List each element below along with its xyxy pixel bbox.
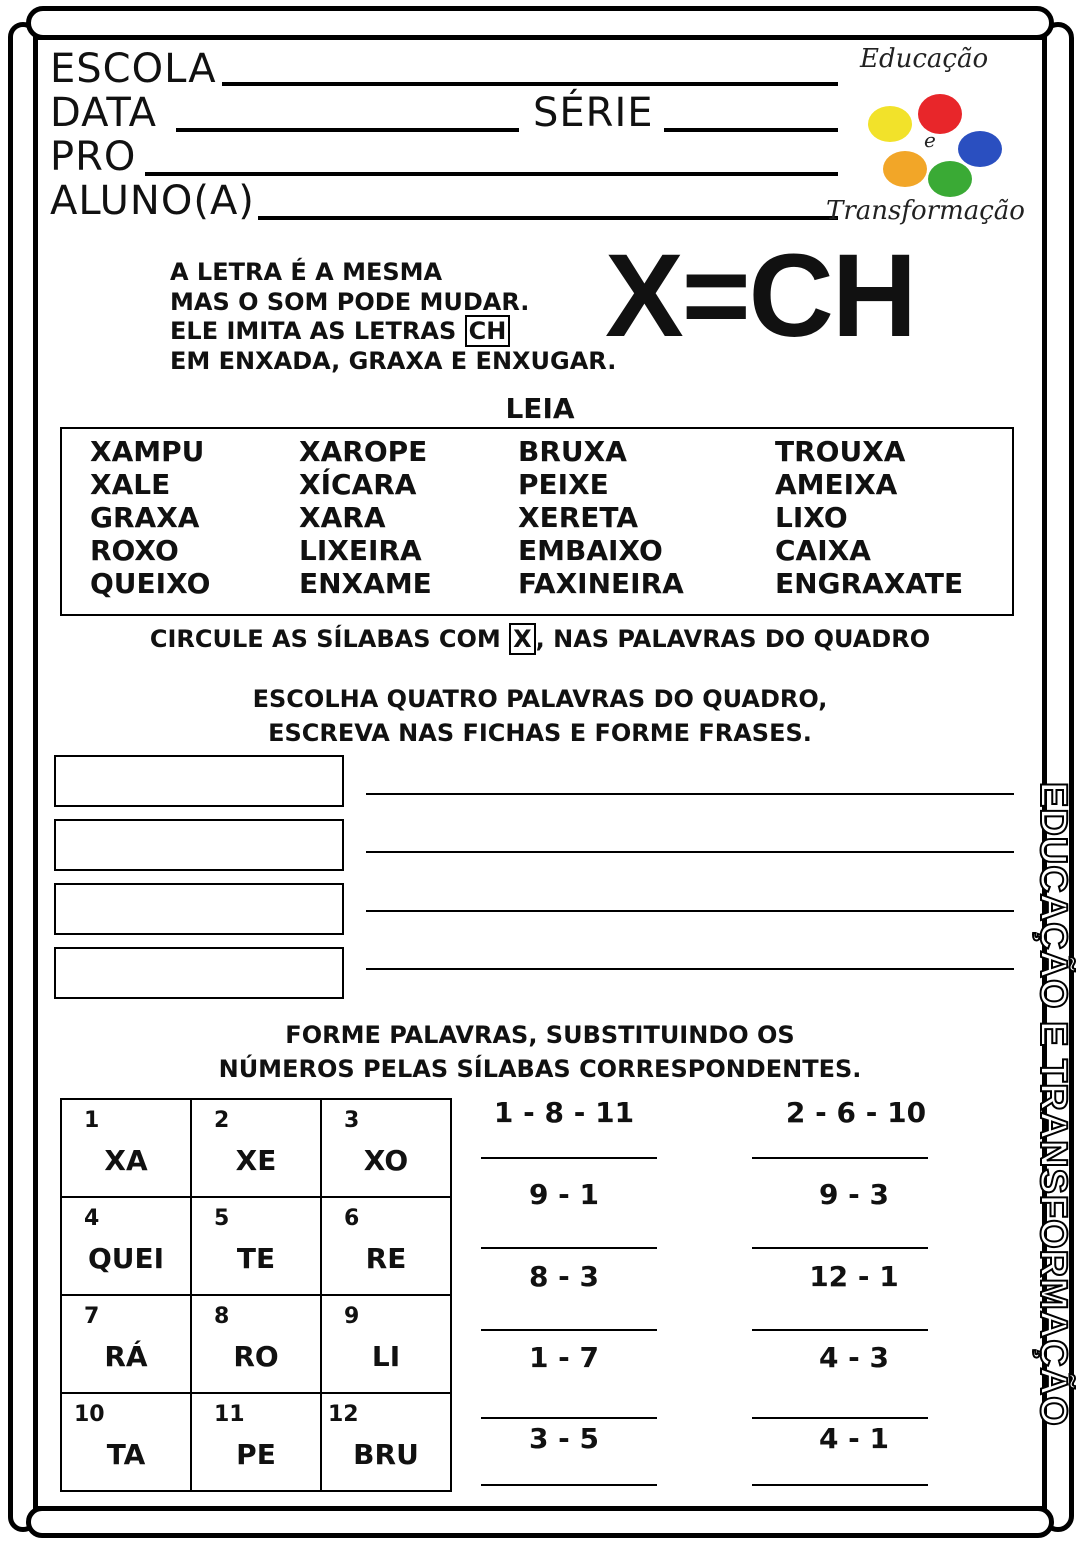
escolha-instruction — [40, 682, 1040, 750]
word-card[interactable] — [54, 755, 344, 807]
syllable-number: 10 — [74, 1402, 105, 1427]
side-watermark: EDUCAÇÃO E TRANSFORMAÇÃO — [1032, 782, 1074, 1427]
leia-heading: LEIA — [505, 392, 575, 425]
word: XÍCARA — [299, 468, 417, 501]
word: FAXINEIRA — [518, 567, 684, 600]
syllable-number: 7 — [84, 1304, 100, 1329]
label-data: DATA — [50, 90, 158, 136]
sentence-line[interactable] — [366, 851, 1014, 853]
syllable-number: 4 — [84, 1206, 100, 1231]
word-card[interactable] — [54, 883, 344, 935]
word: TROUXA — [775, 435, 906, 468]
syllable-cell — [321, 1197, 451, 1295]
word-column — [518, 435, 684, 600]
circle-instruction — [40, 625, 1040, 653]
word: XERETA — [518, 501, 638, 534]
syllable: PE — [236, 1438, 276, 1471]
word: LIXEIRA — [299, 534, 422, 567]
instruction-line: ESCREVA NAS FICHAS E FORME FRASES. — [268, 719, 812, 747]
answer-line[interactable] — [481, 1157, 657, 1159]
word-card[interactable] — [54, 947, 344, 999]
x-box: X — [509, 623, 536, 655]
frame-top — [26, 6, 1054, 40]
syllable: XA — [104, 1144, 148, 1177]
word: XALE — [90, 468, 171, 501]
intro-line-text: ELE IMITA AS LETRAS — [170, 317, 457, 345]
sentence-line[interactable] — [366, 968, 1014, 970]
word-box — [60, 427, 1014, 616]
logo-text-bottom: Transformação — [826, 196, 1025, 226]
exercise-code: 4 - 3 — [818, 1341, 890, 1374]
word-column — [90, 435, 210, 600]
intro-text — [170, 258, 616, 376]
logo-text-e: e — [924, 128, 936, 152]
syllable-number: 8 — [214, 1304, 230, 1329]
exercise-code: 1 - 8 - 11 — [493, 1096, 635, 1129]
exercise-code: 8 - 3 — [528, 1260, 600, 1293]
word: ENXAME — [299, 567, 432, 600]
syllable-cell — [321, 1099, 451, 1197]
forme-instruction — [40, 1018, 1040, 1086]
intro-line: A LETRA É A MESMA — [170, 258, 443, 286]
word: XAROPE — [299, 435, 428, 468]
exercise-code: 4 - 1 — [818, 1422, 890, 1455]
intro-line: EM ENXADA, GRAXA E ENXUGAR. — [170, 346, 617, 375]
word: ENGRAXATE — [775, 567, 964, 600]
exercise-code: 9 - 3 — [818, 1178, 890, 1211]
word-column — [299, 435, 432, 600]
syllable: RO — [233, 1340, 279, 1373]
aluno-field[interactable] — [258, 216, 838, 220]
word-card[interactable] — [54, 819, 344, 871]
syllable-number: 12 — [328, 1402, 359, 1427]
frame-bottom — [26, 1506, 1054, 1538]
syllable-cell — [191, 1295, 321, 1393]
data-field[interactable] — [176, 128, 519, 132]
intro-line: MAS O SOM PODE MUDAR. — [170, 287, 530, 316]
syllable-table — [60, 1098, 452, 1492]
logo-text-top: Educação — [860, 44, 989, 74]
label-aluno: ALUNO(A) — [50, 178, 255, 224]
word: GRAXA — [90, 501, 200, 534]
syllable-cell — [61, 1393, 191, 1491]
instruction-text: CIRCULE AS SÍLABAS COM — [149, 625, 501, 653]
syllable: RE — [365, 1242, 407, 1275]
syllable-cell — [191, 1393, 321, 1491]
syllable: TA — [106, 1438, 146, 1471]
ch-box: CH — [465, 315, 511, 347]
syllable-number: 9 — [344, 1304, 360, 1329]
word: XARA — [299, 501, 386, 534]
sentence-line[interactable] — [366, 910, 1014, 912]
escola-field[interactable] — [222, 82, 838, 86]
sentence-line[interactable] — [366, 793, 1014, 795]
answer-line[interactable] — [752, 1417, 928, 1419]
syllable-cell — [321, 1393, 451, 1491]
syllable: RÁ — [104, 1340, 148, 1373]
syllable-number: 3 — [344, 1108, 360, 1133]
syllable-number: 5 — [214, 1206, 230, 1231]
syllable: LI — [371, 1340, 401, 1373]
pro-field[interactable] — [145, 172, 838, 176]
logo — [826, 44, 1040, 234]
word: PEIXE — [518, 468, 609, 501]
instruction-text: , NAS PALAVRAS DO QUADRO — [535, 625, 931, 653]
answer-line[interactable] — [481, 1484, 657, 1486]
syllable-cell — [321, 1295, 451, 1393]
word: BRUXA — [518, 435, 627, 468]
serie-field[interactable] — [664, 128, 838, 132]
answer-line[interactable] — [752, 1329, 928, 1331]
syllable-number: 11 — [214, 1402, 245, 1427]
label-serie: SÉRIE — [533, 90, 654, 136]
syllable-cell — [61, 1295, 191, 1393]
exercise-code: 12 - 1 — [809, 1260, 899, 1293]
syllable: TE — [236, 1242, 276, 1275]
word: EMBAIXO — [518, 534, 663, 567]
word: AMEIXA — [775, 468, 898, 501]
syllable: XO — [363, 1144, 409, 1177]
exercise-code: 3 - 5 — [528, 1422, 600, 1455]
instruction-line: FORME PALAVRAS, SUBSTITUINDO OS — [285, 1021, 795, 1049]
instruction-line: NÚMEROS PELAS SÍLABAS CORRESPONDENTES. — [218, 1055, 862, 1083]
answer-line[interactable] — [481, 1417, 657, 1419]
syllable-cell — [191, 1099, 321, 1197]
syllable-cell — [191, 1197, 321, 1295]
instruction-line: ESCOLHA QUATRO PALAVRAS DO QUADRO, — [252, 685, 828, 713]
syllable: QUEI — [87, 1242, 165, 1275]
label-pro: PRO — [50, 134, 137, 180]
intro-line — [170, 317, 616, 347]
syllable-cell — [61, 1099, 191, 1197]
exercise-code: 2 - 6 - 10 — [785, 1096, 927, 1129]
word: CAIXA — [775, 534, 871, 567]
answer-line[interactable] — [752, 1247, 928, 1249]
title-x-ch: X=CH — [605, 230, 916, 362]
syllable-number: 1 — [84, 1108, 100, 1133]
word: LIXO — [775, 501, 848, 534]
exercise-code: 1 - 7 — [528, 1341, 600, 1374]
word-column — [775, 435, 963, 600]
syllable-number: 2 — [214, 1108, 230, 1133]
answer-line[interactable] — [481, 1247, 657, 1249]
syllable: XE — [235, 1144, 277, 1177]
syllable-cell — [61, 1197, 191, 1295]
syllable: BRU — [353, 1438, 419, 1471]
syllable-number: 6 — [344, 1206, 360, 1231]
word: QUEIXO — [90, 567, 211, 600]
answer-line[interactable] — [752, 1484, 928, 1486]
answer-line[interactable] — [481, 1329, 657, 1331]
exercise-code: 9 - 1 — [528, 1178, 600, 1211]
answer-line[interactable] — [752, 1157, 928, 1159]
word: ROXO — [90, 534, 179, 567]
word: XAMPU — [90, 435, 205, 468]
label-escola: ESCOLA — [50, 46, 217, 92]
